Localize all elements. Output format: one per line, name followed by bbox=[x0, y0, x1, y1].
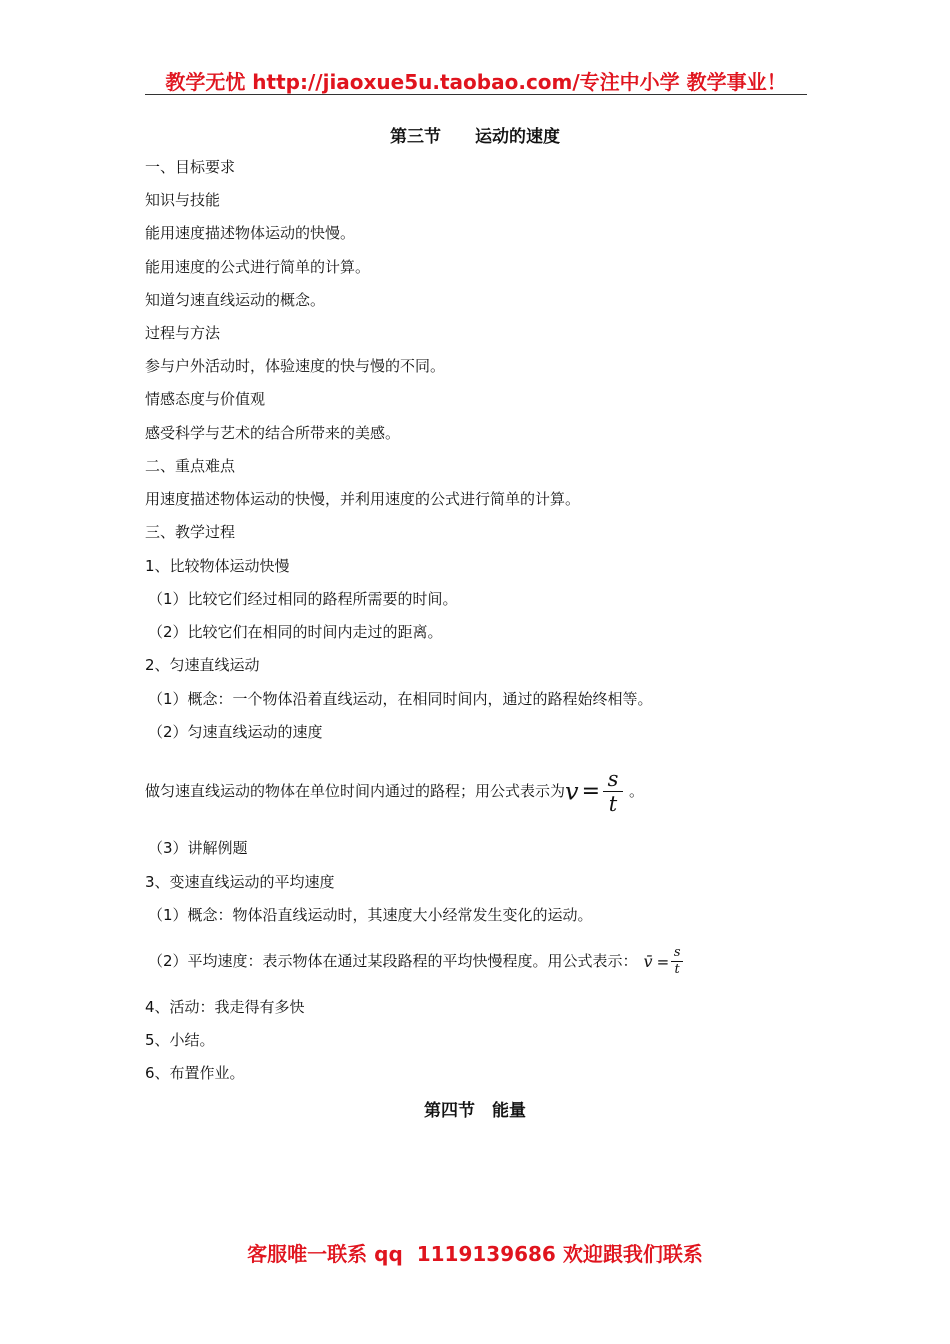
attitude-values-heading: 情感态度与价值观 bbox=[145, 390, 266, 408]
objective-line: 能用速度描述物体运动的快慢。 bbox=[145, 224, 356, 242]
header-divider bbox=[145, 94, 807, 95]
process-substep: （2）比较它们在相同的时间内走过的距离。 bbox=[148, 623, 443, 641]
process-substep: （1）概念：一个物体沿着直线运动，在相同时间内，通过的路程始终相等。 bbox=[148, 690, 653, 708]
process-substep: （3）讲解例题 bbox=[148, 839, 248, 857]
process-substep: （2）匀速直线运动的速度 bbox=[148, 723, 323, 741]
footer-contact: 客服唯一联系 qq 1119139686 欢迎跟我们联系 bbox=[247, 1242, 703, 1266]
process-step: 5、小结。 bbox=[145, 1031, 215, 1049]
fraction-numerator: s bbox=[673, 945, 681, 960]
equals-sign: = bbox=[581, 778, 601, 804]
equals-sign: = bbox=[656, 952, 670, 971]
objective-line: 知道匀速直线运动的概念。 bbox=[145, 291, 326, 309]
process-substep: （1）概念：物体沿直线运动时，其速度大小经常发生变化的运动。 bbox=[148, 906, 593, 924]
process-step: 6、布置作业。 bbox=[145, 1064, 245, 1082]
knowledge-skills-heading: 知识与技能 bbox=[145, 191, 221, 209]
formula-period: 。 bbox=[629, 782, 645, 800]
header-banner: 教学无忧 http://jiaoxue5u.taobao.com/专注中小学 教学事业！ bbox=[165, 70, 787, 94]
average-speed-line bbox=[148, 940, 683, 982]
process-step: 2、匀速直线运动 bbox=[145, 656, 260, 674]
speed-formula-line bbox=[145, 764, 644, 818]
speed-fraction bbox=[603, 767, 623, 816]
section-3-title: 第三节 运动的速度 bbox=[390, 127, 560, 147]
process-step: 3、变速直线运动的平均速度 bbox=[145, 873, 335, 891]
average-speed-text: （2）平均速度：表示物体在通过某段路程的平均快慢程度。用公式表示： bbox=[148, 952, 638, 970]
process-substep: （1）比较它们经过相同的路程所需要的时间。 bbox=[148, 590, 458, 608]
process-step: 4、活动：我走得有多快 bbox=[145, 998, 305, 1016]
objective-line: 参与户外活动时，体验速度的快与慢的不同。 bbox=[145, 357, 446, 375]
velocity-symbol: v bbox=[565, 777, 579, 806]
process-step: 1、比较物体运动快慢 bbox=[145, 557, 290, 575]
teaching-process-heading: 三、教学过程 bbox=[145, 523, 236, 541]
average-velocity-symbol: v̄ bbox=[643, 951, 653, 971]
formula-text: 做匀速直线运动的物体在单位时间内通过的路程；用公式表示为 bbox=[145, 782, 566, 800]
objective-line: 能用速度的公式进行简单的计算。 bbox=[145, 258, 371, 276]
key-points-heading: 二、重点难点 bbox=[145, 457, 236, 475]
fraction-numerator: s bbox=[607, 767, 619, 791]
average-speed-fraction bbox=[671, 945, 683, 978]
objectives-heading: 一、目标要求 bbox=[145, 158, 236, 176]
fraction-denominator: t bbox=[674, 962, 680, 977]
section-4-title: 第四节 能量 bbox=[424, 1101, 526, 1121]
objective-line: 感受科学与艺术的结合所带来的美感。 bbox=[145, 424, 401, 442]
fraction-denominator: t bbox=[608, 792, 618, 816]
process-method-heading: 过程与方法 bbox=[145, 324, 221, 342]
key-points-text: 用速度描述物体运动的快慢，并利用速度的公式进行简单的计算。 bbox=[145, 490, 581, 508]
